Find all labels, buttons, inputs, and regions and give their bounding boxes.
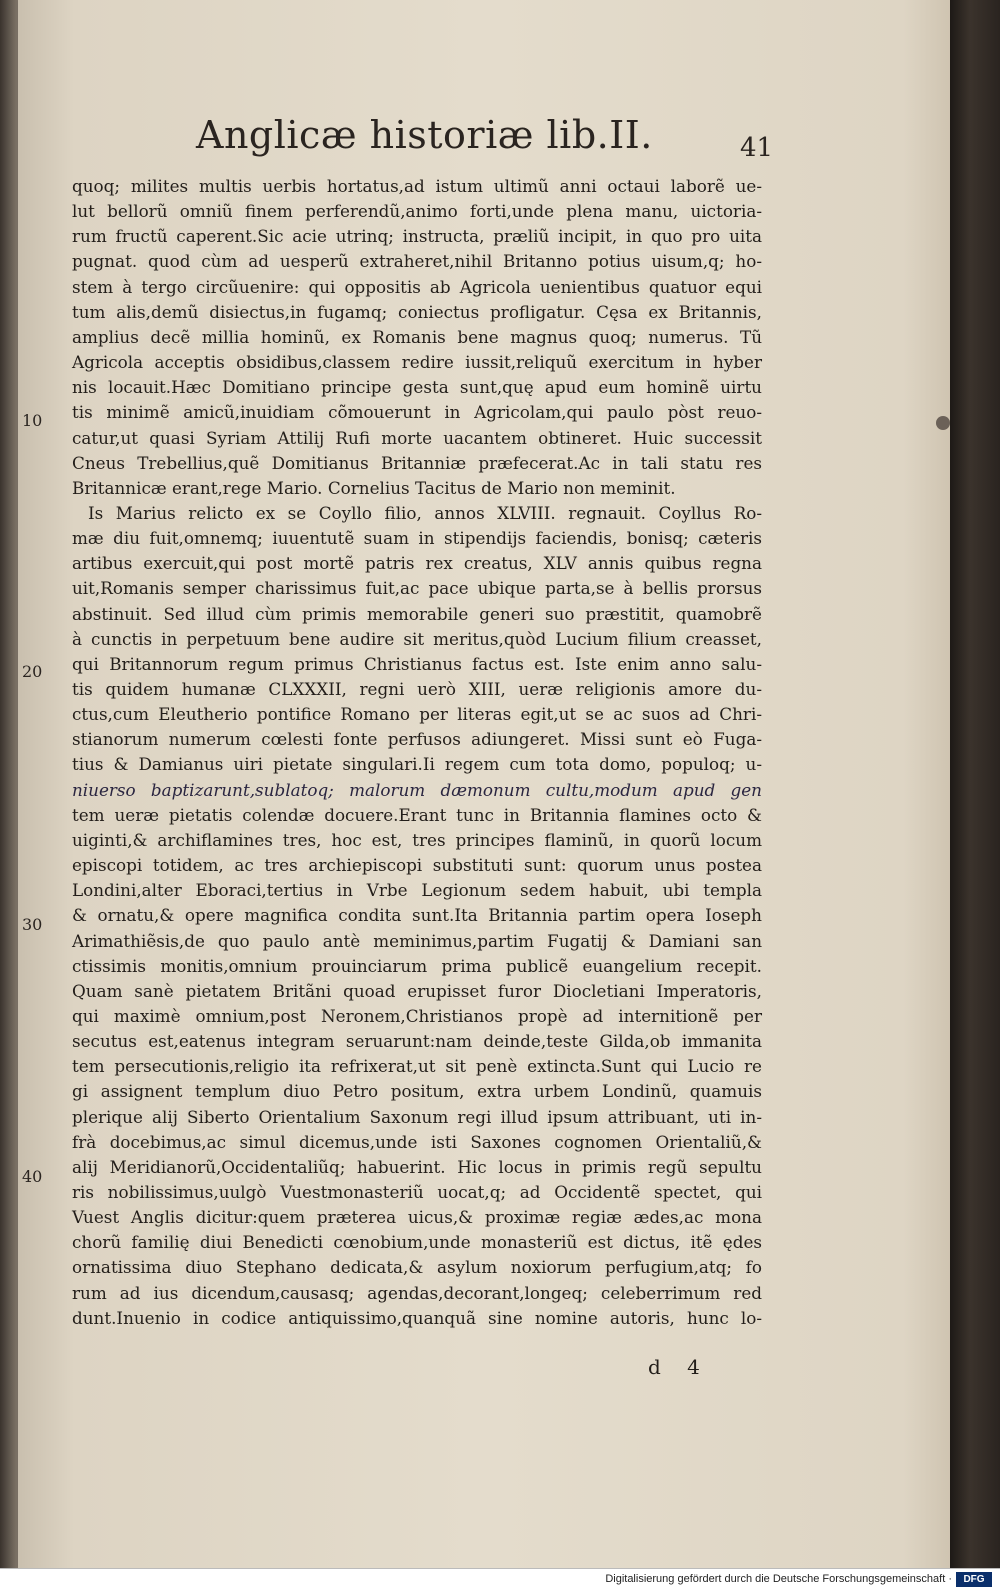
ink-blot (936, 416, 950, 430)
text-line: amplius decẽ millia hominũ, ex Romanis bene magnus quoq; numerus. Tũ (72, 327, 762, 347)
text-line: tius & Damianus uiri pietate singulari.Ii regem cum tota domo, populoq; u- (72, 754, 762, 774)
text-line: catur,ut quasi Syriam Attilij Rufi morte uacantem obtineret. Huic successit (72, 428, 762, 448)
text-line: lut bellorũ omniũ finem perferendũ,animo forti,unde plena manu, uictoria- (72, 201, 762, 221)
text-line: ctissimis monitis,omnium prouinciarum prima publicẽ euangelium recepit. (72, 956, 762, 976)
text-line: qui Britannorum regum primus Christianus factus est. Iste enim anno salu- (72, 654, 762, 674)
footer-bar (0, 1568, 1000, 1591)
funding-text: Digitalisierung gefördert durch die Deutsche Forschungsgemeinschaft · (605, 1573, 952, 1585)
text-line: rum ad ius dicendum,causasq; agendas,decorant,longeq; celeberrimum red (72, 1283, 762, 1303)
text-line: Agricola acceptis obsidibus,classem redire iussit,reliquũ exercitum in hyber (72, 352, 762, 372)
text-line: Is Marius relicto ex se Coyllo filio, annos XLVIII. regnauit. Coyllus Ro- (88, 503, 762, 523)
text-line: gi assignent templum diuo Petro positum, extra urbem Londinũ, quamuis (72, 1081, 762, 1101)
text-line: ris nobilissimus,uulgò Vuestmonasteriũ uocat,q; ad Occidentẽ spectet, qui (72, 1182, 762, 1202)
line-number-10: 10 (22, 411, 43, 430)
text-line: stem à tergo circũuenire: qui oppositis ab Agricola uenientibus quatuor equi (72, 277, 762, 297)
text-line: tis minimẽ amicũ,inuidiam cõmouerunt in Agricolam,qui paulo pòst reuo- (72, 402, 762, 422)
text-line: Vuest Anglis dicitur:quem præterea uicus,& proximæ regiæ ædes,ac mona (72, 1207, 762, 1227)
text-line: Arimathiẽsis,de quo paulo antè meminimus,partim Fugatij & Damiani san (72, 931, 762, 951)
signature-mark: d 4 (648, 1355, 710, 1379)
text-line: tum alis,demũ disiectus,in fugamq; coniectus profligatur. Cęsa ex Britannis, (72, 302, 762, 322)
text-line: qui maximè omnium,post Neronem,Christianos propè ad internitionẽ per (72, 1006, 762, 1026)
text-line: ornatissima diuo Stephano dedicata,& asylum noxiorum perfugium,atq; fo (72, 1257, 762, 1277)
page-edge-shadow (950, 0, 1000, 1568)
line-number-30: 30 (22, 915, 43, 934)
text-line: Londini,alter Eboraci,tertius in Vrbe Legionum sedem habuit, ubi templa (72, 880, 762, 900)
text-line: Britannicæ erant,rege Mario. Cornelius Tacitus de Mario non meminit. (72, 478, 676, 498)
text-line: plerique alij Siberto Orientalium Saxonum regi illud ipsum attribuant, uti in- (72, 1107, 762, 1127)
text-line: chorũ familię diui Benedicti cœnobium,unde monasteriũ est dictus, itẽ ędes (72, 1232, 762, 1252)
text-line: episcopi totidem, ac tres archiepiscopi substituti sunt: quorum unus postea (72, 855, 762, 875)
text-line: alij Meridianorũ,Occidentaliũq; habuerint. Hic locus in primis regũ sepultu (72, 1157, 762, 1177)
text-line: quoq; milites multis uerbis hortatus,ad istum ultimũ anni octaui laborẽ ue- (72, 176, 762, 196)
text-line: nis locauit.Hæc Domitiano principe gesta sunt,quę apud eum hominẽ uirtu (72, 377, 762, 397)
text-line: tem persecutionis,religio ita refrixerat,ut sit penè extincta.Sunt qui Lucio re (72, 1056, 762, 1076)
text-line: artibus exercuit,qui post mortẽ patris rex creatus, XLV annis quibus regna (72, 553, 762, 573)
text-line: ctus,cum Eleutherio pontifice Romano per literas egit,ut se ac suos ad Chri- (72, 704, 762, 724)
line-number-40: 40 (22, 1167, 43, 1186)
book-binding-shadow (0, 0, 20, 1590)
text-line: Quam sanè pietatem Britãni quoad erupisset furor Diocletiani Imperatoris, (72, 981, 762, 1001)
dfg-logo: DFG (956, 1572, 992, 1587)
text-line: dunt.Inuenio in codice antiquissimo,quanquã sine nomine autoris, hunc lo- (72, 1308, 762, 1328)
text-line: pugnat. quod cùm ad uesperũ extraheret,nihil Britanno potius uisum,q; ho- (72, 251, 762, 271)
text-line: frà docebimus,ac simul dicemus,unde isti Saxones cognomen Orientaliũ,& (72, 1132, 762, 1152)
text-line: tis quidem humanæ CLXXXII, regni uerò XIII, ueræ religionis amore du- (72, 679, 762, 699)
text-line: uiginti,& archiflamines tres, hoc est, tres principes flaminũ, in quorũ locum (72, 830, 762, 850)
text-line: abstinuit. Sed illud cùm primis memorabile generi suo præstitit, quamobrẽ (72, 604, 762, 624)
text-line: niuerso baptizarunt,sublatoq; malorum dæmonum cultu,modum apud gen (72, 780, 762, 800)
text-line: stianorum numerum cœlesti fonte perfusos adiungeret. Missi sunt eò Fuga- (72, 729, 762, 749)
text-line: mæ diu fuit,omnemq; iuuentutẽ suam in stipendijs faciendis, bonisq; cæteris (72, 528, 762, 548)
running-head: Anglicæ historiæ lib.II. (196, 113, 653, 157)
text-line: & ornatu,& opere magnifica condita sunt.Ita Britannia partim opera Ioseph (72, 905, 762, 925)
line-number-20: 20 (22, 662, 43, 681)
text-line: secutus est,eatenus integram seruarunt:nam deinde,teste Gilda,ob immanita (72, 1031, 762, 1051)
text-line: uit,Romanis semper charissimus fuit,ac pace ubique parta,se à bellis prorsus (72, 578, 762, 598)
text-line: à cunctis in perpetuum bene audire sit meritus,quòd Lucium filium creasset, (72, 629, 762, 649)
text-line: tem ueræ pietatis colendæ docuere.Erant tunc in Britannia flamines octo & (72, 805, 762, 825)
text-line: rum fructũ caperent.Sic acie utrinq; instructa, præliũ incipit, in quo pro uita (72, 226, 762, 246)
page-number: 41 (740, 133, 774, 163)
text-line: Cneus Trebellius,quẽ Domitianus Britanniæ præfecerat.Ac in tali statu res (72, 453, 762, 473)
